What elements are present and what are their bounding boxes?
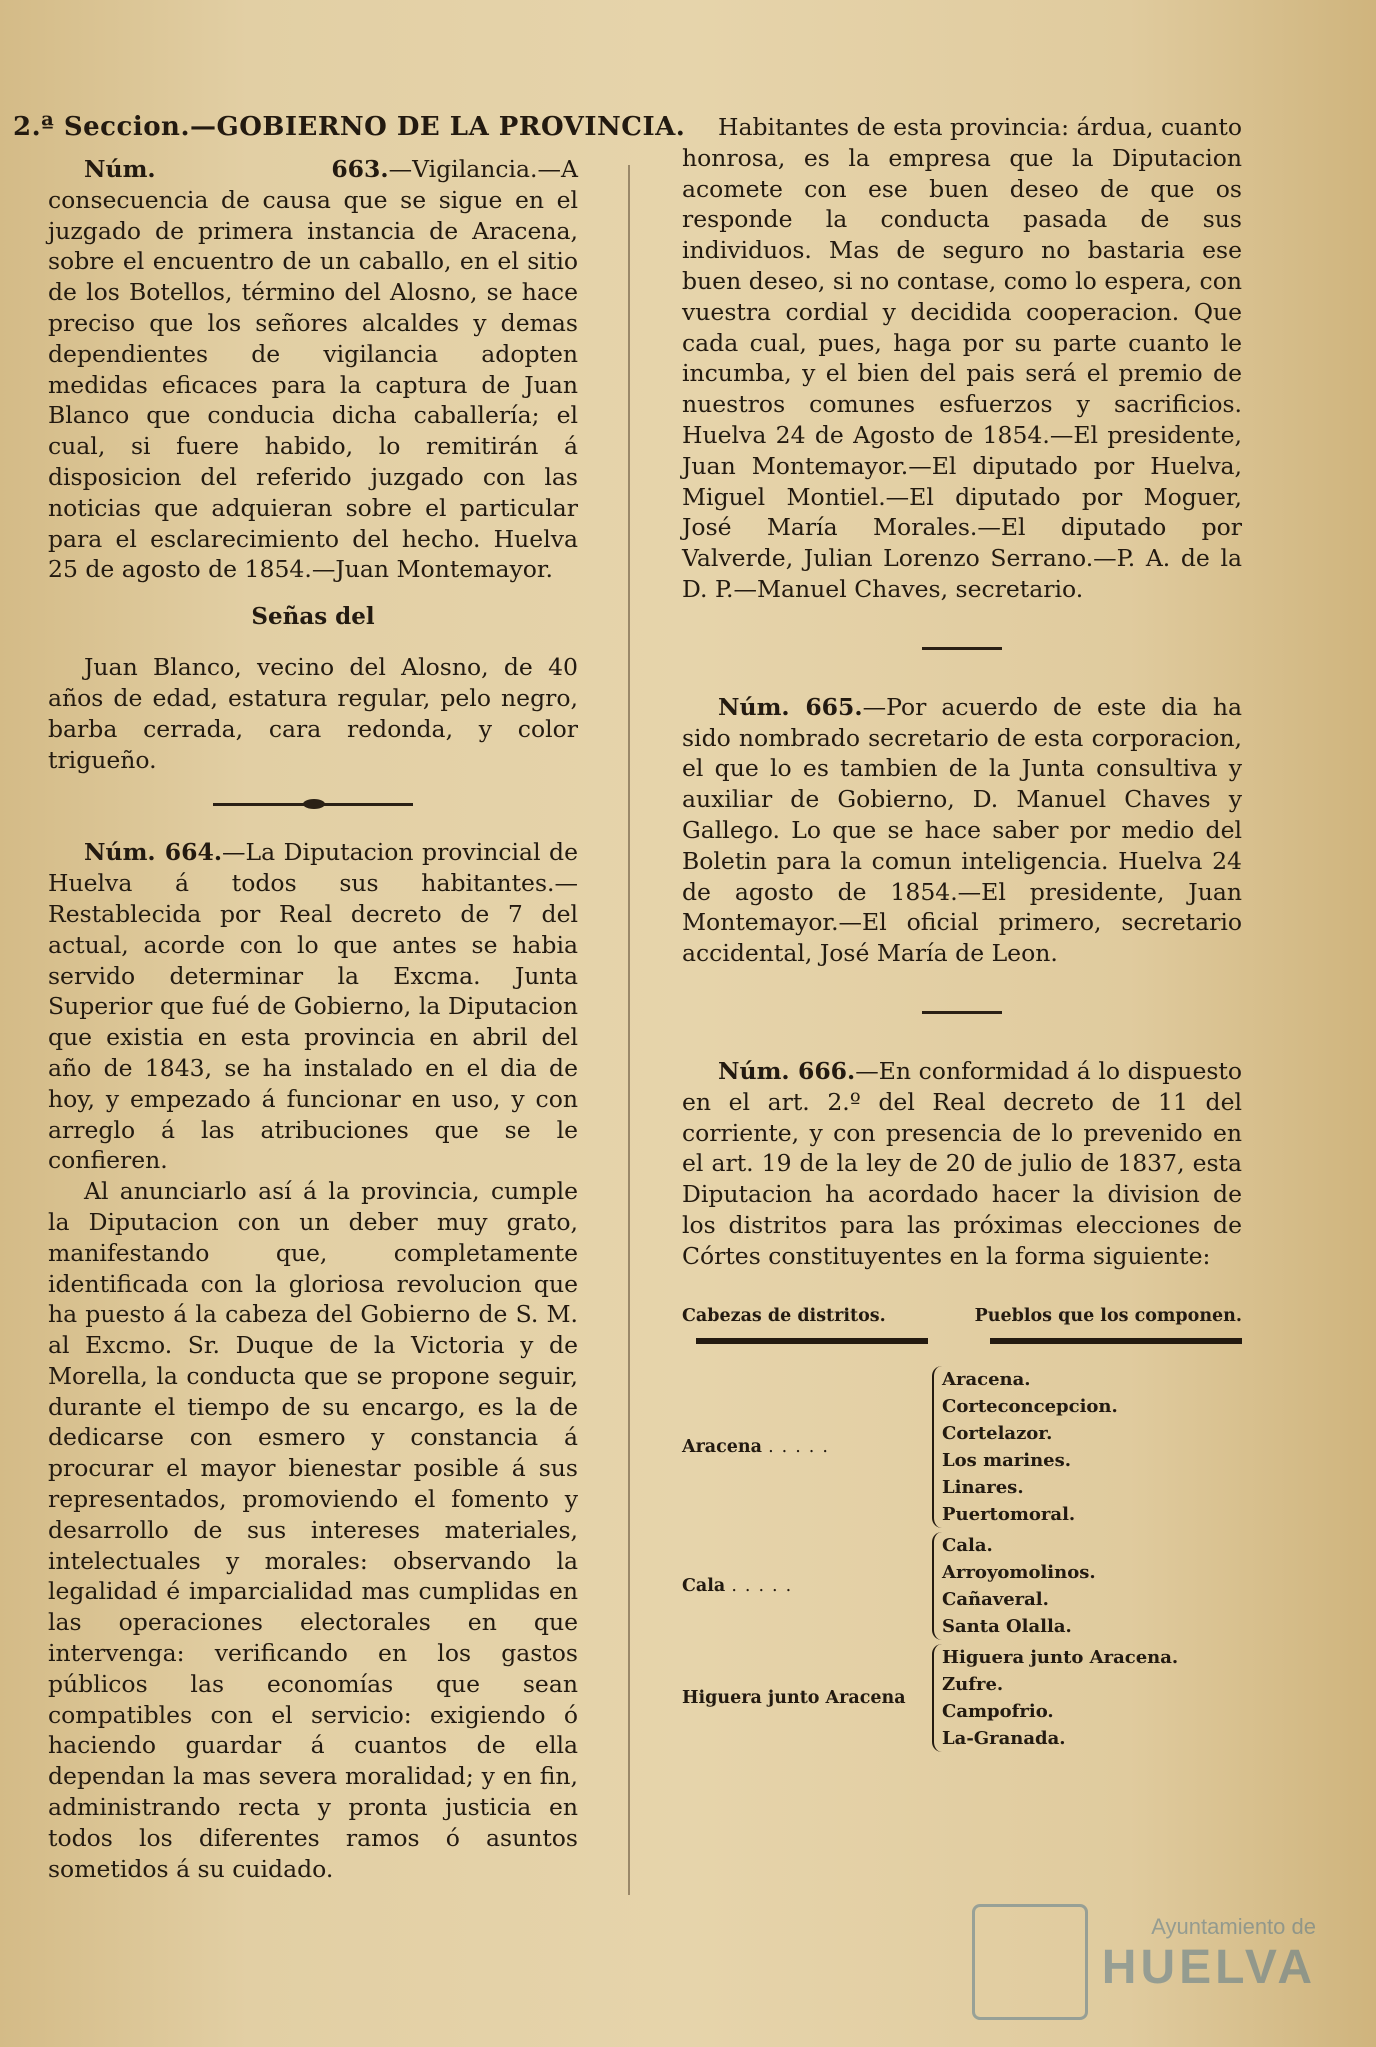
col-header-towns: Pueblos que los componen. xyxy=(974,1305,1242,1326)
crest-icon xyxy=(972,1904,1088,2020)
senas-heading: Señas del xyxy=(251,603,375,631)
article-664 xyxy=(48,837,578,1176)
leader-dots: ..... xyxy=(768,1436,836,1457)
right-column xyxy=(682,112,1242,1756)
left-column xyxy=(13,112,686,1884)
district-row xyxy=(682,1366,1242,1528)
article-text: —La Diputacion provincial de Huelva á todos sus habitantes.—Restablecida por Real decreto de 7 del actual, acorde con lo que antes se habia servido determinar la Excma. Junta Superior que fué de Gobierno, la Diputacion que existia en esta provincia en abril del año de 1843, se ha instalado en el dia de hoy, y empezado á funcionar en uso, y con arreglo á las atribuciones que se le confieren. xyxy=(48,838,579,1175)
district-head xyxy=(682,1576,932,1596)
district-name: Cala xyxy=(682,1575,726,1596)
town-list xyxy=(932,1644,1178,1752)
article-663 xyxy=(48,154,578,585)
article-664-closing: Habitantes de esta provincia: árdua, cuanto honrosa, es la empresa que la Diputacion acomete con ese buen deseo de que os responde la conducta pasada de sus individuos. Mas de seguro no bastaria ese buen deseo, si no contase, como lo espera, con vuestra cordial y decidida cooperacion. Que cada cual, pues, haga por su parte cuanto le incumba, y el bien del pais será el premio de nuestros comunes esfuerzos y sacrificios. Huelva 24 de Agosto de 1854.—El presidente, Juan Montemayor.—El diputado por Huelva, Miguel Montiel.—El diputado por Moguer, José María Morales.—El diputado por Valverde, Julian Lorenzo Serrano.—P. A. de la D. P.—Manuel Chaves, secretario. xyxy=(682,113,1242,603)
article-665 xyxy=(682,692,1242,969)
senas-text: Juan Blanco, vecino del Alosno, de 40 años de edad, estatura regular, pelo negro, barba cerrada, cara redonda, y color trigueño. xyxy=(48,653,578,774)
rule-right xyxy=(990,1338,1242,1344)
town: Puertomoral. xyxy=(942,1503,1076,1525)
ornament-separator xyxy=(48,797,578,811)
article-number: Núm. 665. xyxy=(718,692,863,721)
watermark-line1: Ayuntamiento de xyxy=(1151,1914,1316,1939)
article-number: Núm. 664. xyxy=(84,838,223,867)
town-list xyxy=(932,1532,1096,1640)
town: Campofrio. xyxy=(942,1700,1054,1722)
separator xyxy=(922,1011,1002,1014)
article-text: —Vigilancia.—A consecuencia de causa que se sigue en el juzgado de primera instancia de Aracena, sobre el encuentro de un caballo, en el sitio de los Botellos, término del Alosno, se hace preciso que los señores alcaldes y demas dependientes de vigilancia adopten medidas eficaces para la captura de Juan Blanco que conducia dicha caballería; el cual, si fuere habido, lo remitirán á disposicion del referido juzgado con las noticias que adquieran sobre el particular para el esclarecimiento del hecho. Huelva 25 de agosto de 1854.—Juan Montemayor. xyxy=(48,155,578,584)
town: Cañaveral. xyxy=(942,1588,1049,1610)
town-list xyxy=(932,1366,1118,1528)
col-header-districts: Cabezas de distritos. xyxy=(682,1305,886,1326)
town: Cala. xyxy=(942,1534,993,1556)
town: Higuera junto Aracena. xyxy=(942,1646,1179,1668)
district-row xyxy=(682,1644,1242,1752)
town: Arroyomolinos. xyxy=(942,1561,1096,1583)
separator xyxy=(922,647,1002,650)
district-table-header xyxy=(682,1306,1242,1326)
town: Cortelazor. xyxy=(942,1422,1053,1444)
district-row xyxy=(682,1532,1242,1640)
district-table-rule xyxy=(682,1338,1242,1344)
ornament-dot xyxy=(303,799,325,809)
watermark-line2: HUELVA xyxy=(1101,1941,1316,1994)
town: La-Granada. xyxy=(942,1727,1066,1749)
town: Aracena. xyxy=(942,1368,1031,1390)
district-name: Higuera junto Aracena xyxy=(682,1687,906,1708)
article-number: Núm. 666. xyxy=(718,1056,856,1085)
article-number: Núm. 663. xyxy=(84,155,389,183)
article-text: —En conformidad á lo dispuesto en el art. 2.º del Real decreto de 11 del corriente, y con presencia de lo prevenido en el art. 19 de la ley de 20 de julio de 1837, esta Diputacion ha acordado hacer la division de los distritos para las próximas elecciones de Córtes constituyentes en la forma siguiente: xyxy=(682,1056,1242,1270)
column-divider xyxy=(628,165,630,1895)
section-title: 2.ª Seccion.—GOBIERNO DE LA PROVINCIA. xyxy=(13,112,686,142)
district-head xyxy=(682,1437,932,1457)
district-head xyxy=(682,1688,932,1708)
town: Los marines. xyxy=(942,1449,1072,1471)
article-text: —Por acuerdo de este dia ha sido nombrado secretario de esta corporacion, el que lo es tambien de la Junta consultiva y auxiliar de Gobierno, D. Manuel Chaves y Gallego. Lo que se hace saber por medio del Boletin para la comun inteligencia. Huelva 24 de agosto de 1854.—El presidente, Juan Montemayor.—El oficial primero, secretario accidental, José María de Leon. xyxy=(682,692,1243,968)
district-name: Aracena xyxy=(682,1436,762,1457)
town: Zufre. xyxy=(942,1673,1004,1695)
leader-dots: ..... xyxy=(731,1575,800,1596)
town: Linares. xyxy=(942,1476,1024,1498)
town: Corteconcepcion. xyxy=(942,1395,1118,1417)
rule-left xyxy=(696,1338,928,1344)
watermark xyxy=(1102,1914,1316,1995)
article-666 xyxy=(682,1056,1242,1272)
town: Santa Olalla. xyxy=(942,1615,1072,1637)
article-664-continued: Al anunciarlo así á la provincia, cumple la Diputacion con un deber muy grato, manifestando que, completamente identificada con la gloriosa revolucion que ha puesto á la cabeza del Gobierno de S. M. al Excmo. Sr. Duque de la Victoria y de Morella, la conducta que se propone seguir, durante el tiempo de su encargo, es la de dedicarse con esmero y constancia á procurar el mayor bienestar posible á sus representados, promoviendo el fomento y desarrollo de sus intereses materiales, intelectuales y morales: observando la legalidad é imparcialidad mas cumplidas en las operaciones electorales en que intervenga: verificando en los gastos públicos las economías que sean compatibles con el servicio: exigiendo ó haciendo guardar á cuantos de ella dependan la mas severa moralidad; y en fin, administrando recta y pronta justicia en todos los diferentes ramos ó asuntos sometidos á su cuidado. xyxy=(48,1177,578,1883)
